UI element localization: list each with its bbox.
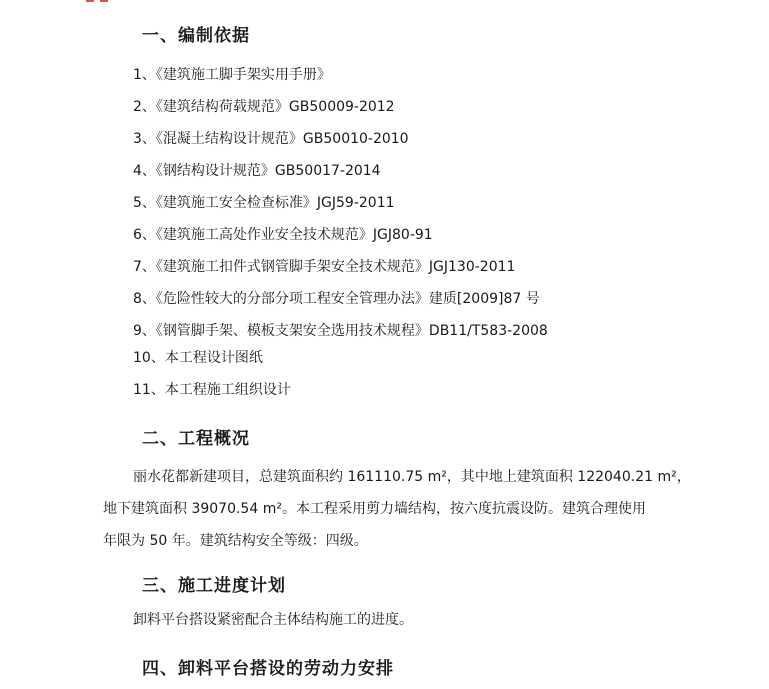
section-heading-schedule: 三、施工进度计划 xyxy=(142,576,286,596)
section-heading-labor: 四、卸料平台搭设的劳动力安排 xyxy=(142,659,394,679)
list-item xyxy=(133,64,331,84)
list-item xyxy=(133,379,291,399)
list-item-text: 本工程设计图纸 xyxy=(164,350,263,366)
list-item xyxy=(133,224,433,244)
list-item-number: 11、 xyxy=(133,382,165,398)
list-item xyxy=(133,256,515,276)
list-item xyxy=(133,128,409,148)
list-item xyxy=(133,96,395,116)
list-item-text: 《建筑施工脚手架实用手册》 xyxy=(155,67,331,83)
overview-line-3: 年限为 50 年。建筑结构安全等级：四级。 xyxy=(103,533,368,549)
list-item-number: 4、 xyxy=(133,163,156,179)
list-item-text: 《建筑施工高处作业安全技术规范》JGJ80-91 xyxy=(155,227,433,243)
overview-line-2: 地下建筑面积 39070.54 m²。本工程采用剪力墙结构，按六度抗震设防。建筑合理使用 xyxy=(103,501,646,517)
section-heading-overview: 二、工程概况 xyxy=(142,429,250,449)
list-item-number: 3、 xyxy=(133,131,156,147)
list-item-text: 《钢结构设计规范》GB50017-2014 xyxy=(155,163,381,179)
list-item-text: 《混凝土结构设计规范》GB50010-2010 xyxy=(155,131,409,147)
overview-line-1: 丽水花都新建项目，总建筑面积约 161110.75 m²，其中地上建筑面积 122040.21 m²， xyxy=(133,469,691,485)
list-item xyxy=(133,192,395,212)
list-item-text: 《钢管脚手架、模板支架安全选用技术规程》DB11/T583-2008 xyxy=(155,323,548,339)
list-item xyxy=(133,320,548,340)
list-item xyxy=(133,347,263,367)
list-item xyxy=(133,288,540,308)
list-item-text: 《建筑施工安全检查标准》JGJ59-2011 xyxy=(155,195,395,211)
list-item-number: 6、 xyxy=(133,227,156,243)
list-item-text: 本工程施工组织设计 xyxy=(164,382,291,398)
schedule-text: 卸料平台搭设紧密配合主体结构施工的进度。 xyxy=(133,612,413,628)
list-item-number: 10、 xyxy=(133,350,165,366)
list-item-number: 1、 xyxy=(133,67,156,83)
list-item-number: 7、 xyxy=(133,259,156,275)
list-item-number: 8、 xyxy=(133,291,156,307)
corner-mark-left xyxy=(86,0,94,2)
list-item-text: 《危险性较大的分部分项工程安全管理办法》建质[2009]87 号 xyxy=(155,291,540,307)
list-item-number: 5、 xyxy=(133,195,156,211)
list-item-text: 《建筑施工扣件式钢管脚手架安全技术规范》JGJ130-2011 xyxy=(155,259,516,275)
list-item-number: 2、 xyxy=(133,99,156,115)
list-item-number: 9、 xyxy=(133,323,156,339)
list-item-text: 《建筑结构荷载规范》GB50009-2012 xyxy=(155,99,395,115)
list-item xyxy=(133,160,381,180)
corner-mark xyxy=(86,0,108,4)
corner-mark-right xyxy=(100,0,108,2)
section-heading-basis: 一、编制依据 xyxy=(142,26,250,46)
